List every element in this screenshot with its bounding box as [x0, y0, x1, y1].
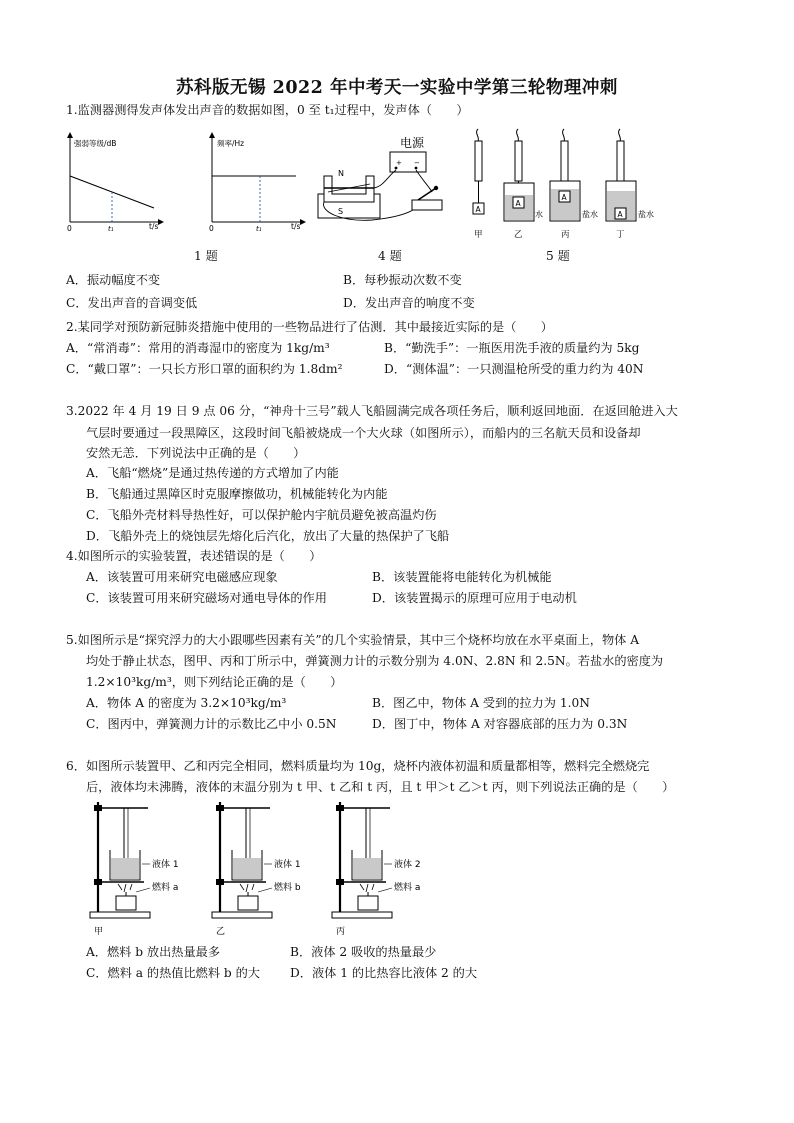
- q2-option-c: C．“戴口罩”：一只长方形口罩的面积约为 1.8dm²: [66, 362, 343, 376]
- loudness-origin: 0: [67, 224, 72, 233]
- q1-stem: 1.监测器测得发声体发出声音的数据如图，0 至 t₁过程中，发声体（ ）: [66, 103, 469, 117]
- q6-option-b: B．液体 2 吸收的热量最少: [290, 945, 437, 959]
- q4-option-a: A．该装置可用来研究电磁感应现象: [86, 570, 278, 584]
- setup-label-jia: 甲: [474, 230, 483, 240]
- frequency-ylabel: 频率/Hz: [217, 139, 245, 148]
- q6-option-a: A．燃料 b 放出热量最多: [86, 945, 221, 959]
- q5-stem-line3: 1.2×10³kg/m³，则下列结论正确的是（ ）: [86, 675, 343, 689]
- loudness-tick: t₁: [108, 225, 114, 233]
- magnet-n-label: N: [338, 169, 344, 178]
- switch-lever: [418, 188, 436, 200]
- q1-option-c: C．发出声音的音调变低: [66, 296, 198, 310]
- q5-option-c: C．图丙中，弹簧测力计的示数比乙中小 0.5N: [86, 717, 337, 731]
- q2-option-d: D．“测体温”：一只测温枪所受的重力约为 40N: [384, 362, 644, 376]
- frequency-xlabel: t/s: [291, 222, 301, 231]
- svg-text:−: −: [414, 159, 420, 167]
- q4-option-b: B．该装置能将电能转化为机械能: [372, 570, 552, 584]
- q4-option-d: D．该装置揭示的原理可应用于电动机: [372, 591, 577, 605]
- loudness-graph: [58, 130, 168, 234]
- q5-stem-line2: 均处于静止状态，图甲、丙和丁所示中，弹簧测力计的示数分别为 4.0N、2.8N 和 2.5N。若盐水的密度为: [86, 654, 664, 668]
- loudness-xlabel: t/s: [149, 222, 159, 231]
- q2-option-a: A．“常消毒”：常用的消毒湿巾的密度为 1kg/m³: [66, 341, 330, 355]
- block-a-label-4: A: [617, 210, 623, 219]
- q1-option-a: A．振动幅度不变: [66, 273, 161, 287]
- buoyancy-figure: [460, 125, 665, 240]
- setup-bing-label: 丙: [336, 927, 346, 937]
- setup-jia-liquid: 液体 1: [152, 860, 179, 870]
- fig-caption-4: 4 题: [378, 249, 402, 263]
- q3-stem-line3: 安然无恙．下列说法中正确的是（ ）: [86, 446, 306, 460]
- heating-setups-figure: [84, 800, 444, 940]
- q3-option-d: D．飞船外壳上的烧蚀层先熔化后汽化，放出了大量的热保护了飞船: [86, 529, 450, 543]
- q5-option-b: B．图乙中，物体 A 受到的拉力为 1.0N: [372, 696, 590, 710]
- horseshoe-magnet: [324, 176, 374, 202]
- q4-stem: 4.如图所示的实验装置，表述错误的是（ ）: [66, 549, 322, 563]
- frequency-tick: t₁: [256, 225, 262, 233]
- setup-jia-label: 甲: [94, 927, 104, 937]
- motor-apparatus-figure: [312, 132, 454, 228]
- q2-option-b: B．“勤洗手”：一瓶医用洗手液的质量约为 5kg: [384, 341, 640, 355]
- setup-yi-fuel: 燃料 b: [274, 883, 301, 893]
- frequency-origin: 0: [209, 224, 214, 233]
- q3-option-a: A．飞船“燃烧”是通过热传递的方式增加了内能: [86, 466, 339, 480]
- svg-text:+: +: [396, 159, 402, 167]
- q6-stem-line2: 后，液体均未沸腾，液体的末温分别为 t 甲、t 乙和 t 丙，且 t 甲＞t 乙＞t 丙，则下列说法正确的是（ ）: [86, 780, 675, 794]
- block-a-label-1: A: [475, 205, 481, 214]
- q1-option-b: B．每秒振动次数不变: [343, 273, 462, 287]
- loudness-ylabel: 强弱等级/dB: [74, 139, 117, 148]
- fig-caption-5: 5 题: [546, 249, 570, 263]
- brine-label-1: 盐水: [582, 210, 598, 219]
- q3-stem-line2: 气层时要通过一段黑障区，这段时间飞船被烧成一个大火球（如图所示），而船内的三名航天员和设备却: [86, 426, 641, 440]
- q5-stem-line1: 5.如图所示是“探究浮力的大小跟哪些因素有关”的几个实验情景，其中三个烧杯均放在水平桌面上，物体 A: [66, 633, 640, 647]
- block-a-label-3: A: [561, 193, 567, 202]
- brine-label-2: 盐水: [638, 210, 654, 219]
- q5-option-d: D．图丁中，物体 A 对容器底部的压力为 0.3N: [372, 717, 628, 731]
- setup-jia-fuel: 燃料 a: [152, 883, 179, 893]
- block-a-label-2: A: [515, 199, 521, 208]
- water-label: 水: [535, 210, 543, 219]
- q5-option-a: A．物体 A 的密度为 3.2×10³kg/m³: [86, 696, 287, 710]
- setup-bing-liquid: 液体 2: [394, 860, 421, 870]
- setup-yi-label: 乙: [216, 927, 226, 937]
- power-source-label: 电源: [400, 136, 425, 150]
- setup-bing-fuel: 燃料 a: [394, 883, 421, 893]
- q6-option-c: C．燃料 a 的热值比燃料 b 的大: [86, 966, 260, 980]
- q2-stem: 2.某同学对预防新冠肺炎措施中使用的一些物品进行了估测．其中最接近实际的是（ ）: [66, 320, 553, 334]
- q3-option-b: B．飞船通过黑障区时克服摩擦做功，机械能转化为内能: [86, 487, 388, 501]
- fig-caption-1: 1 题: [194, 249, 218, 263]
- q3-option-c: C．飞船外壳材料导热性好，可以保护舱内宇航员避免被高温灼伤: [86, 508, 437, 522]
- setup-yi: [212, 802, 301, 937]
- switch-base: [412, 200, 442, 210]
- setup-label-yi: 乙: [514, 230, 523, 240]
- setup-jia: [90, 802, 179, 937]
- page-title: 苏科版无锡 2022 年中考天一实验中学第三轮物理冲刺: [176, 78, 618, 98]
- q4-option-c: C．该装置可用来研究磁场对通电导体的作用: [86, 591, 327, 605]
- setup-bing: [332, 802, 421, 937]
- magnet-s-label: S: [338, 207, 344, 216]
- setup-label-ding: 丁: [616, 230, 625, 240]
- q3-stem-line1: 3.2022 年 4 月 19 日 9 点 06 分，“神舟十三号”载人飞船圆满完成各项任务后，顺利返回地面．在返回舱进入大: [66, 404, 678, 418]
- q6-stem-line1: 6．如图所示装置甲、乙和丙完全相同，燃料质量均为 10g，烧杯内液体初温和质量都相等，燃料完全燃烧完: [66, 759, 650, 773]
- q1-option-d: D．发出声音的响度不变: [343, 296, 475, 310]
- setup-label-bing: 丙: [561, 230, 570, 240]
- q6-option-d: D．液体 1 的比热容比液体 2 的大: [290, 966, 478, 980]
- frequency-graph: [200, 130, 310, 234]
- setup-yi-liquid: 液体 1: [274, 860, 301, 870]
